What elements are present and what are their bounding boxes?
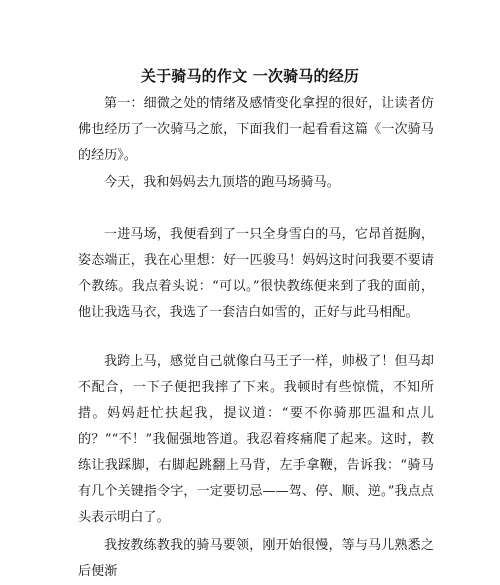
paragraph-3: 一进马场，我便看到了一只全身雪白的马，它昂首挺胸，姿态端正，我在心里想：好一匹骏马！妈妈这时问我要不要请个教练。我点着头说：“可以。”很快教练便来到了我的面前，他让我选马衣，我选了一套洁白如雪的，正好与此马相配。 bbox=[78, 227, 434, 320]
paragraph-intro: 第一：细微之处的情绪及感情变化拿捏的很好，让读者仿佛也经历了一次骑马之旅，下面我们一起看看这篇《一次骑马的经历》。 bbox=[78, 96, 434, 163]
paragraph-5: 我按教练教我的骑马要领，刚开始很慢，等与马儿熟悉之后便渐 bbox=[78, 538, 434, 579]
paragraph-4: 我跨上马，感觉自己就像白马王子一样，帅极了！但马却不配合，一下子便把我摔了下来。我顿时有些惊慌，不知所措。妈妈赶忙扶起我，提议道：“要不你骑那匹温和点儿的？”“不！”我倔强地答道。我忍着疼痛爬了起来。这时，教练让我踩脚，右脚起跳翻上马背，左手拿鞭，告诉我：“骑马有几个关键指令字，一定要切忌——驾、停、顺、逆。”我点点头表示明白了。 bbox=[78, 354, 434, 525]
document-title: 关于骑马的作文 一次骑马的经历 bbox=[140, 67, 360, 85]
paragraph-2: 今天，我和妈妈去九顶塔的跑马场骑马。 bbox=[104, 175, 340, 190]
